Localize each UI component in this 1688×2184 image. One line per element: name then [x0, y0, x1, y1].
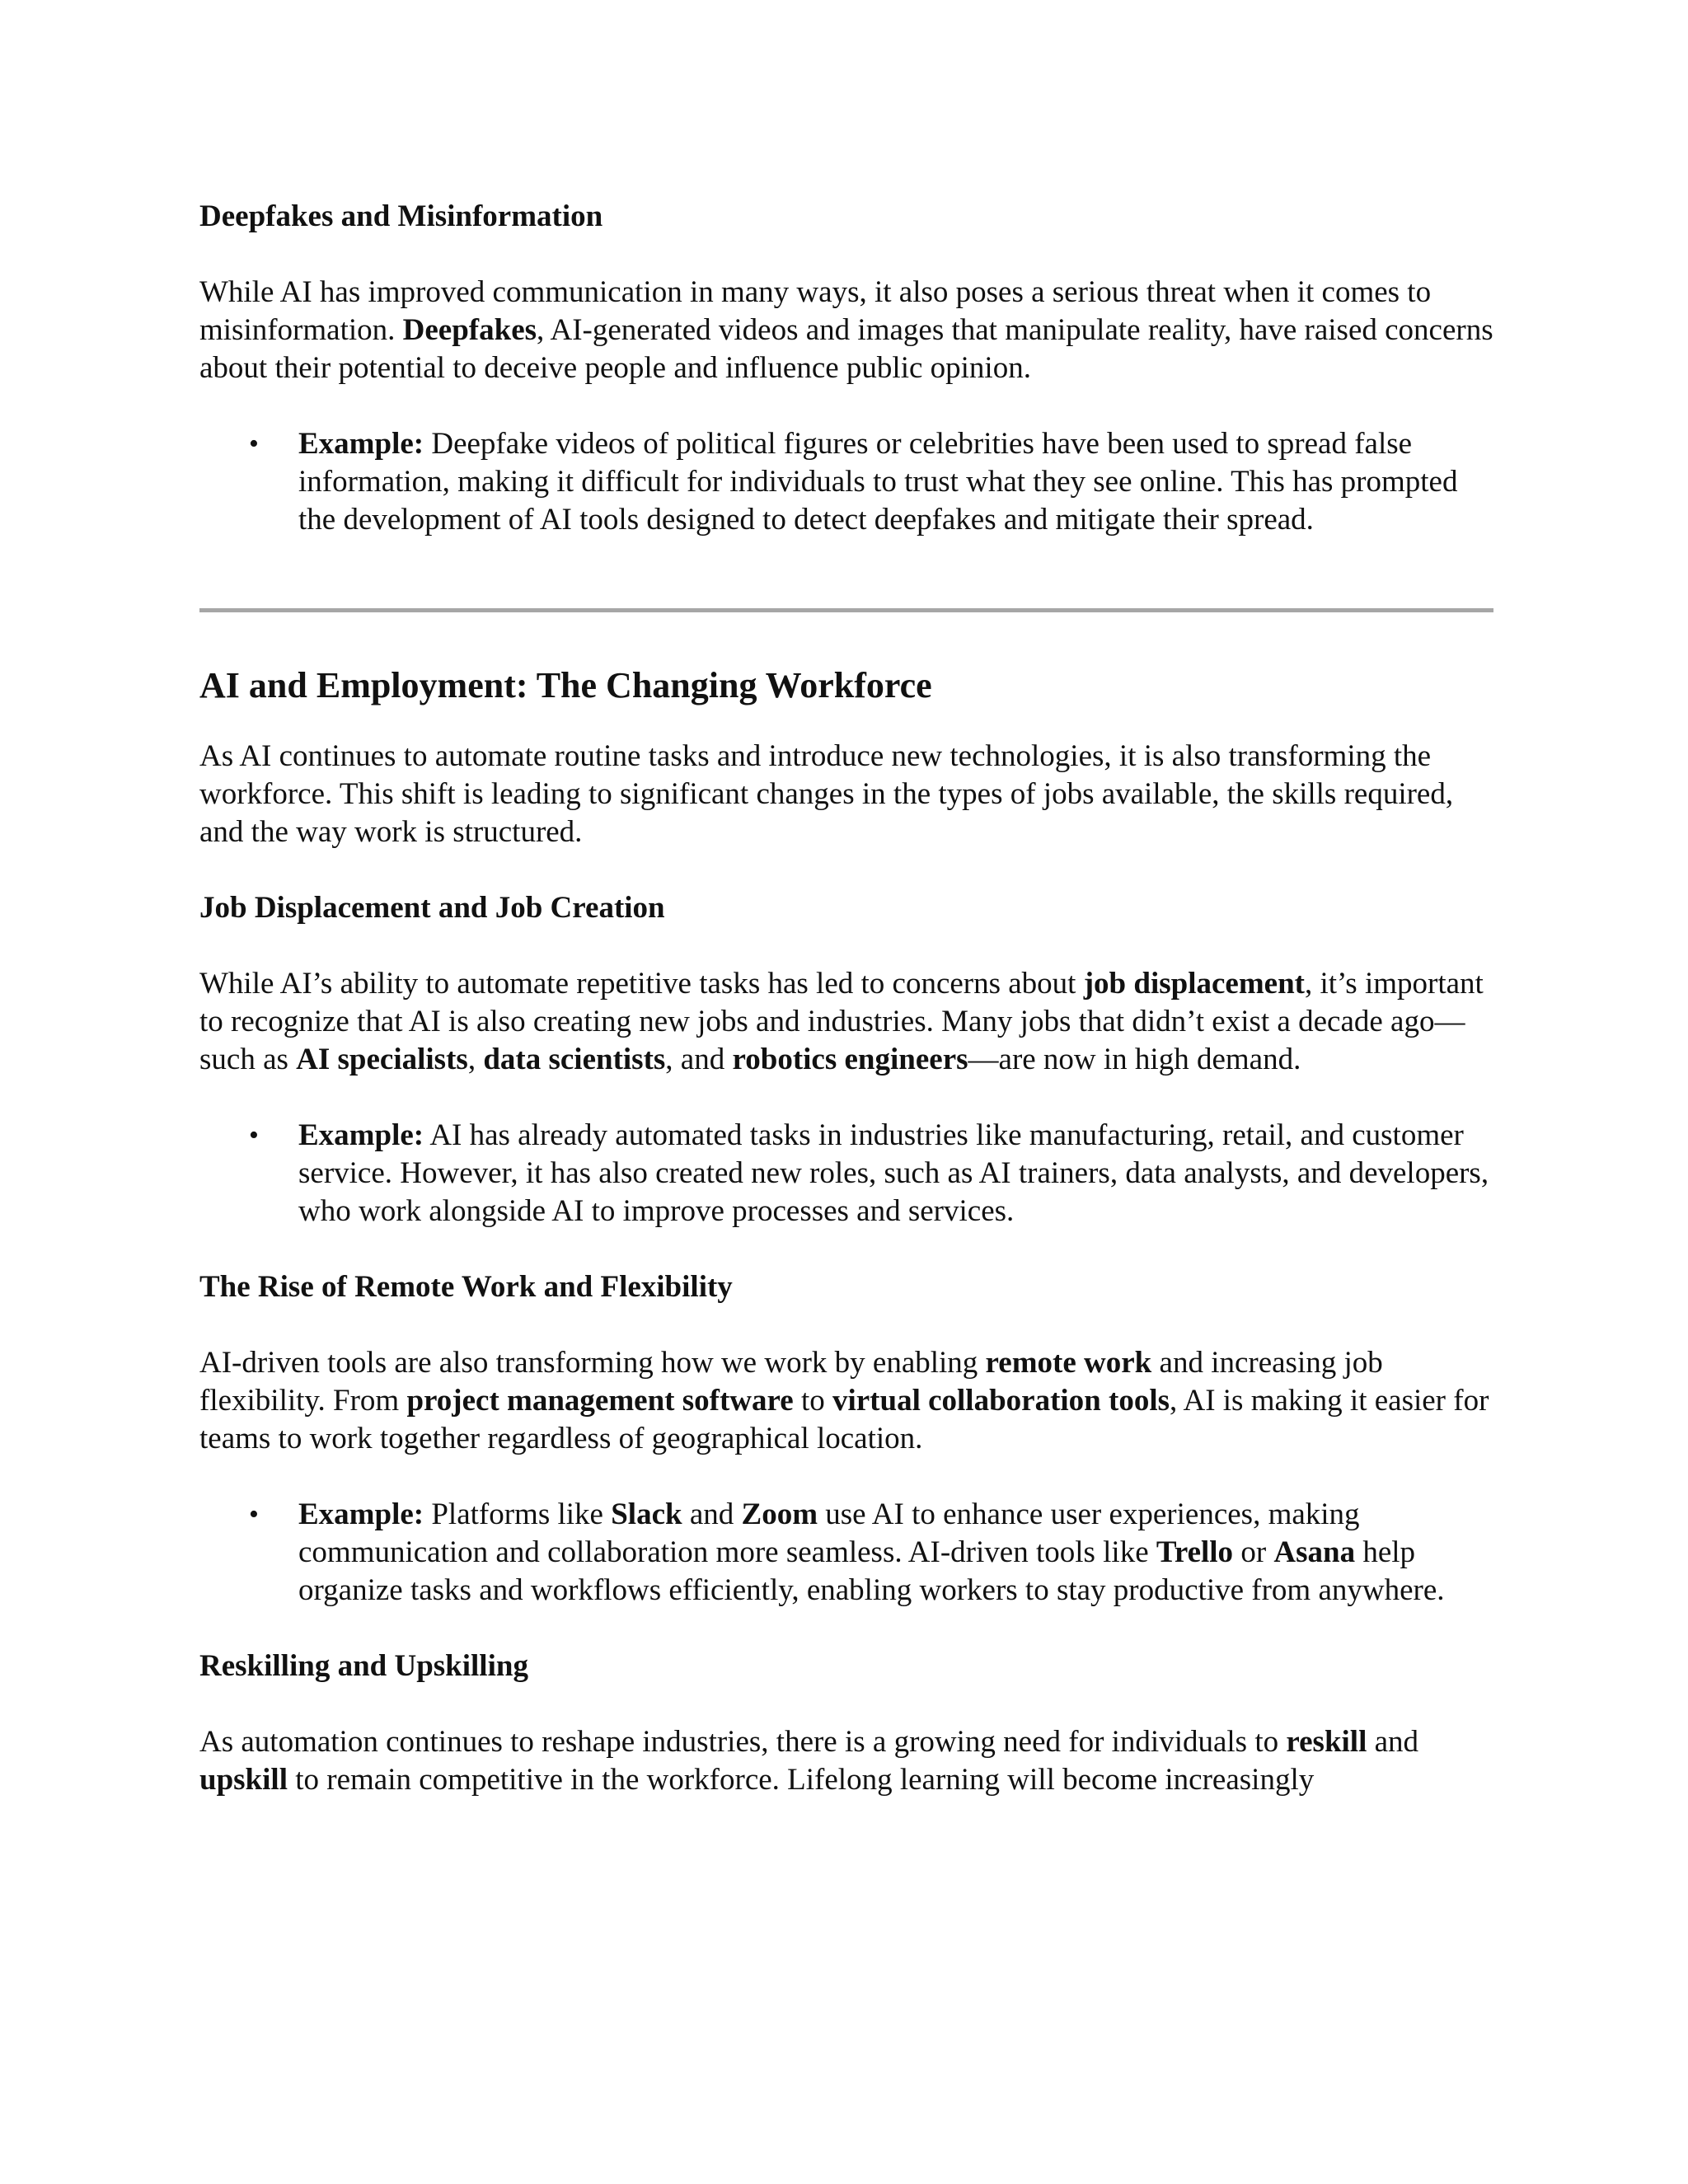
list-item-deepfakes-example: • Example: Deepfake videos of political figures or celebrities have been used to spread false information, making it difficult for individuals to trust what they see online. This has prompted the development of AI tools designed to detect deepfakes and mitigate their spread.	[249, 427, 1458, 537]
heading-remote-work: The Rise of Remote Work and Flexibility	[199, 1270, 733, 1304]
paragraph-job-displacement: While AI’s ability to automate repetitive tasks has led to concerns about job displacement, it’s important to recognize that AI is also creating new jobs and industries. Many jobs that didn’t exist a decade ago—such as AI specialists, data scientists, and robotics engineers—are now in high demand.	[199, 967, 1484, 1076]
list-job-displacement	[199, 1117, 1493, 1230]
list-item-job-example: • Example: AI has already automated tasks in industries like manufacturing, retail, and customer service. However, it has also created new roles, such as AI trainers, data analysts, and developers, who work alongside AI to improve processes and services.	[249, 1118, 1489, 1228]
list-item-remote-example: • Example: Platforms like Slack and Zoom use AI to enhance user experiences, making communication and collaboration more seamless. AI-driven tools like Trello or Asana help organize tasks and workflows efficiently, enabling workers to stay productive from anywhere.	[249, 1497, 1445, 1607]
heading-deepfakes: Deepfakes and Misinformation	[199, 199, 603, 233]
bullet-icon: •	[249, 429, 259, 459]
bullet-icon: •	[249, 1499, 259, 1530]
heading-job-displacement: Job Displacement and Job Creation	[199, 891, 665, 925]
heading-reskilling: Reskilling and Upskilling	[199, 1649, 528, 1683]
list-deepfakes	[199, 425, 1493, 539]
bullet-icon: •	[249, 1120, 259, 1151]
paragraph-employment-intro: As AI continues to automate routine tasks and introduce new technologies, it is also transforming the workforce. This shift is leading to significant changes in the types of jobs available, the skills required, and the way work is structured.	[199, 739, 1454, 849]
list-remote-work	[199, 1496, 1493, 1610]
paragraph-remote-work: AI-driven tools are also transforming how we work by enabling remote work and increasing job flexibility. From project management software to virtual collaboration tools, AI is making it easier for teams to work together regardless of geographical location.	[199, 1346, 1489, 1455]
heading-employment: AI and Employment: The Changing Workforce	[199, 665, 932, 705]
paragraph-reskilling: As automation continues to reshape industries, there is a growing need for individuals to reskill and upskill to remain competitive in the workforce. Lifelong learning will become increasingly	[199, 1725, 1419, 1797]
paragraph-deepfakes: While AI has improved communication in many ways, it also poses a serious threat when it comes to misinformation. Deepfakes, AI-generated videos and images that manipulate reality, have raised concerns about their potential to deceive people and influence public opinion.	[199, 275, 1493, 385]
document-page	[199, 198, 1493, 1799]
